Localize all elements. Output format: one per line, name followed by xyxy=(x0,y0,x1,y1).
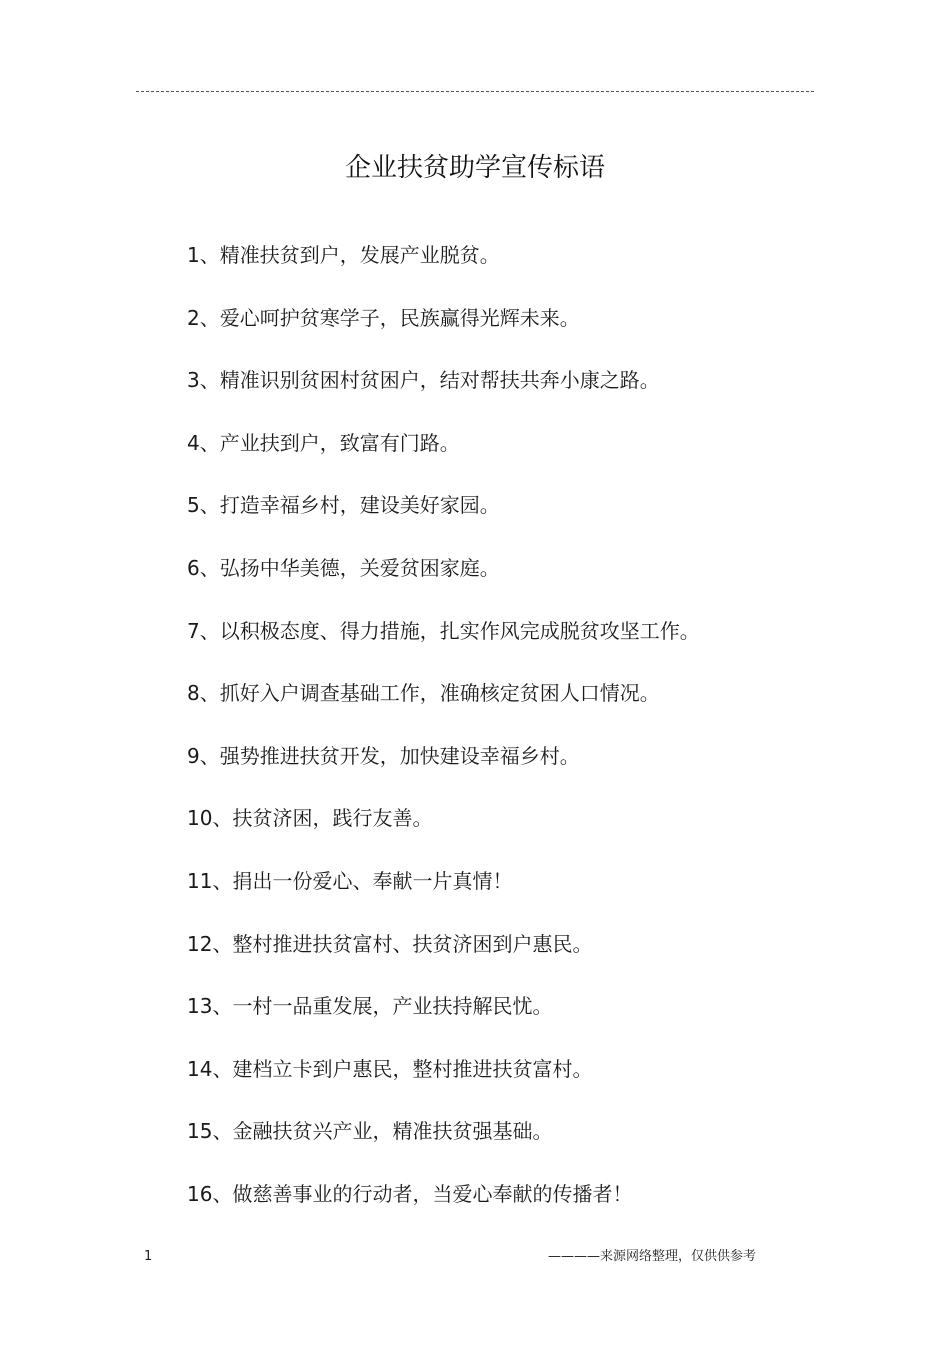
slogan-item: 3、精准识别贫困村贫困户，结对帮扶共奔小康之路。 xyxy=(187,368,660,393)
slogan-item: 5、打造幸福乡村，建设美好家园。 xyxy=(187,493,500,518)
slogan-item: 9、强势推进扶贫开发，加快建设幸福乡村。 xyxy=(187,743,580,768)
slogan-item: 10、扶贫济困，践行友善。 xyxy=(187,806,433,831)
document-title: 企业扶贫助学宣传标语 xyxy=(344,153,605,183)
slogan-item: 11、捐出一份爱心、奉献一片真情！ xyxy=(187,868,513,893)
slogan-item: 1、精准扶贫到户，发展产业脱贫。 xyxy=(187,243,500,267)
slogan-item: 2、爱心呵护贫寒学子，民族赢得光辉未来。 xyxy=(187,305,580,330)
slogan-item: 13、一村一品重发展，产业扶持解民忧。 xyxy=(187,994,553,1019)
slogan-item: 15、金融扶贫兴产业，精准扶贫强基础。 xyxy=(187,1119,553,1144)
slogan-item: 16、做慈善事业的行动者，当爱心奉献的传播者！ xyxy=(187,1181,633,1206)
source-note: ————来源网络整理，仅供供参考 xyxy=(548,1249,757,1264)
slogan-item: 12、整村推进扶贫富村、扶贫济困到户惠民。 xyxy=(187,931,593,956)
slogan-item: 7、以积极态度、得力措施，扎实作风完成脱贫攻坚工作。 xyxy=(187,618,700,643)
page-number: 1 xyxy=(144,1249,153,1264)
slogan-item: 14、建档立卡到户惠民，整村推进扶贫富村。 xyxy=(187,1056,593,1081)
slogan-list xyxy=(187,237,700,1239)
slogan-item: 4、产业扶到户，致富有门路。 xyxy=(187,430,460,455)
slogan-item: 8、抓好入户调查基础工作，准确核定贫困人口情况。 xyxy=(187,681,660,706)
header-divider xyxy=(136,91,814,92)
slogan-item: 6、弘扬中华美德，关爱贫困家庭。 xyxy=(187,555,500,580)
